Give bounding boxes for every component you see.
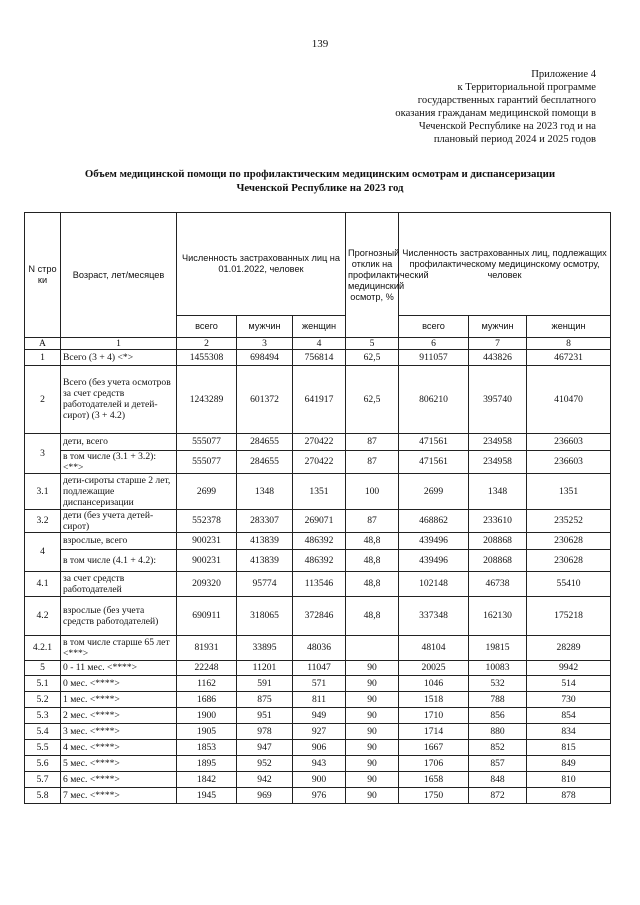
row-label: 0 мес. <****> (61, 676, 177, 692)
column-number: 1 (61, 338, 177, 350)
header-insured-persons: Численность застрахованных лиц на 01.01.2022, человек (177, 213, 346, 316)
table-row (25, 450, 611, 473)
title-line: Объем медицинской помощи по профилактическим медицинским осмотрам и диспансеризации (84, 168, 556, 180)
cell-value (346, 635, 399, 660)
row-label: за счет средств работодателей (61, 571, 177, 596)
cell-value: 175218 (527, 596, 611, 635)
table-row (25, 473, 611, 509)
row-number: 3.1 (25, 473, 61, 509)
column-number: 3 (237, 338, 293, 350)
cell-value: 48104 (399, 635, 469, 660)
cell-value: 90 (346, 660, 399, 676)
cell-value: 284655 (237, 450, 293, 473)
cell-value: 269071 (293, 509, 346, 532)
cell-value: 20025 (399, 660, 469, 676)
table-body (25, 350, 611, 804)
cell-value: 90 (346, 740, 399, 756)
table-row (25, 676, 611, 692)
header-insured-men: мужчин (237, 316, 293, 338)
column-number: 8 (527, 338, 611, 350)
cell-value: 208868 (469, 532, 527, 549)
cell-value: 848 (469, 772, 527, 788)
row-number: 2 (25, 365, 61, 433)
row-label: 2 мес. <****> (61, 708, 177, 724)
title-line: Чеченской Республике на 2023 год (236, 181, 404, 194)
cell-value: 849 (527, 756, 611, 772)
cell-value: 943 (293, 756, 346, 772)
cell-value: 976 (293, 788, 346, 804)
cell-value: 19815 (469, 635, 527, 660)
cell-value: 236603 (527, 433, 611, 450)
cell-value: 486392 (293, 549, 346, 571)
cell-value: 236603 (527, 450, 611, 473)
cell-value: 234958 (469, 450, 527, 473)
cell-value: 9942 (527, 660, 611, 676)
header-covered-persons: Численность застрахованных лиц, подлежащих профилактическому медицинскому осмотру, человек (399, 213, 611, 316)
cell-value: 1853 (177, 740, 237, 756)
cell-value: 337348 (399, 596, 469, 635)
cell-value: 90 (346, 708, 399, 724)
column-number-row (25, 338, 611, 350)
cell-value: 87 (346, 509, 399, 532)
cell-value: 102148 (399, 571, 469, 596)
cell-value: 1348 (469, 473, 527, 509)
row-label: Всего (3 + 4) <*> (61, 350, 177, 366)
cell-value: 87 (346, 433, 399, 450)
row-number: 5.7 (25, 772, 61, 788)
cell-value: 1658 (399, 772, 469, 788)
row-label: в том числе (4.1 + 4.2): (61, 549, 177, 571)
table-row (25, 571, 611, 596)
table-row (25, 509, 611, 532)
cell-value: 95774 (237, 571, 293, 596)
row-number: 4.2.1 (25, 635, 61, 660)
cell-value: 947 (237, 740, 293, 756)
cell-value: 555077 (177, 433, 237, 450)
header-insured-women: женщин (293, 316, 346, 338)
appendix-line: Чеченской Республике на 2023 год и на (418, 120, 596, 132)
cell-value: 532 (469, 676, 527, 692)
column-number: А (25, 338, 61, 350)
row-number: 4 (25, 532, 61, 571)
cell-value: 875 (237, 692, 293, 708)
table-row (25, 433, 611, 450)
cell-value: 230628 (527, 549, 611, 571)
cell-value: 641917 (293, 365, 346, 433)
cell-value: 815 (527, 740, 611, 756)
cell-value: 1351 (293, 473, 346, 509)
cell-value: 48,8 (346, 571, 399, 596)
row-label: 7 мес. <****> (61, 788, 177, 804)
cell-value: 22248 (177, 660, 237, 676)
row-label: взрослые, всего (61, 532, 177, 549)
cell-value: 856 (469, 708, 527, 724)
cell-value: 62,5 (346, 365, 399, 433)
cell-value: 439496 (399, 532, 469, 549)
row-number: 5.4 (25, 724, 61, 740)
cell-value: 90 (346, 676, 399, 692)
volume-table (24, 212, 611, 804)
cell-value: 443826 (469, 350, 527, 366)
row-label: 6 мес. <****> (61, 772, 177, 788)
cell-value: 1900 (177, 708, 237, 724)
cell-value: 1842 (177, 772, 237, 788)
cell-value: 162130 (469, 596, 527, 635)
cell-value: 1945 (177, 788, 237, 804)
header-covered-women: женщин (527, 316, 611, 338)
cell-value: 471561 (399, 450, 469, 473)
cell-value: 1710 (399, 708, 469, 724)
cell-value: 952 (237, 756, 293, 772)
cell-value: 834 (527, 724, 611, 740)
cell-value: 11047 (293, 660, 346, 676)
cell-value: 1706 (399, 756, 469, 772)
cell-value: 90 (346, 788, 399, 804)
cell-value: 1518 (399, 692, 469, 708)
cell-value: 283307 (237, 509, 293, 532)
cell-value: 48036 (293, 635, 346, 660)
cell-value: 413839 (237, 532, 293, 549)
row-label: 4 мес. <****> (61, 740, 177, 756)
header-insured-total: всего (177, 316, 237, 338)
table-row (25, 365, 611, 433)
table-row (25, 788, 611, 804)
appendix-note (296, 69, 596, 146)
cell-value: 270422 (293, 433, 346, 450)
row-label: 5 мес. <****> (61, 756, 177, 772)
cell-value: 942 (237, 772, 293, 788)
header-age: Возраст, лет/месяцев (61, 213, 177, 338)
cell-value: 48,8 (346, 532, 399, 549)
table-row (25, 549, 611, 571)
row-number: 4.2 (25, 596, 61, 635)
cell-value: 230628 (527, 532, 611, 549)
appendix-line: к Территориальной программе (457, 81, 596, 93)
cell-value: 949 (293, 708, 346, 724)
header-forecast-response: Прогнозный отклик на профилактический медицинский осмотр, % (346, 213, 399, 338)
cell-value: 90 (346, 756, 399, 772)
row-label: дети, всего (61, 433, 177, 450)
cell-value: 900 (293, 772, 346, 788)
cell-value: 978 (237, 724, 293, 740)
table-row (25, 350, 611, 366)
cell-value: 486392 (293, 532, 346, 549)
table-row (25, 532, 611, 549)
row-label: в том числе старше 65 лет <***> (61, 635, 177, 660)
row-number: 5.8 (25, 788, 61, 804)
cell-value: 208868 (469, 549, 527, 571)
cell-value: 284655 (237, 433, 293, 450)
cell-value: 900231 (177, 549, 237, 571)
cell-value: 233610 (469, 509, 527, 532)
cell-value: 81931 (177, 635, 237, 660)
cell-value: 372846 (293, 596, 346, 635)
cell-value: 601372 (237, 365, 293, 433)
header-row-number: N стро ки (25, 213, 61, 338)
cell-value: 62,5 (346, 350, 399, 366)
cell-value: 872 (469, 788, 527, 804)
cell-value: 698494 (237, 350, 293, 366)
cell-value: 413839 (237, 549, 293, 571)
cell-value: 900231 (177, 532, 237, 549)
cell-value: 690911 (177, 596, 237, 635)
appendix-line: государственных гарантий бесплатного (417, 94, 596, 106)
cell-value: 439496 (399, 549, 469, 571)
appendix-line: Приложение 4 (531, 69, 596, 80)
cell-value: 234958 (469, 433, 527, 450)
cell-value: 1243289 (177, 365, 237, 433)
cell-value: 927 (293, 724, 346, 740)
cell-value: 113546 (293, 571, 346, 596)
cell-value: 467231 (527, 350, 611, 366)
row-label: Всего (без учета осмотров за счет средств работодателей и детей-сирот) (3 + 4.2) (61, 365, 177, 433)
table-row (25, 692, 611, 708)
cell-value: 911057 (399, 350, 469, 366)
row-number: 5.5 (25, 740, 61, 756)
cell-value: 48,8 (346, 549, 399, 571)
cell-value: 90 (346, 724, 399, 740)
cell-value: 1046 (399, 676, 469, 692)
cell-value: 1667 (399, 740, 469, 756)
cell-value: 90 (346, 692, 399, 708)
appendix-line: плановый период 2024 и 2025 годов (433, 133, 596, 145)
cell-value: 730 (527, 692, 611, 708)
row-label: в том числе (3.1 + 3.2): <**> (61, 450, 177, 473)
cell-value: 468862 (399, 509, 469, 532)
table-row (25, 772, 611, 788)
header-covered-men: мужчин (469, 316, 527, 338)
cell-value: 756814 (293, 350, 346, 366)
table-row (25, 756, 611, 772)
cell-value: 2699 (399, 473, 469, 509)
cell-value: 11201 (237, 660, 293, 676)
cell-value: 857 (469, 756, 527, 772)
column-number: 7 (469, 338, 527, 350)
row-label: 1 мес. <****> (61, 692, 177, 708)
cell-value: 1351 (527, 473, 611, 509)
cell-value: 28289 (527, 635, 611, 660)
row-number: 5.1 (25, 676, 61, 692)
cell-value: 880 (469, 724, 527, 740)
cell-value: 2699 (177, 473, 237, 509)
cell-value: 810 (527, 772, 611, 788)
cell-value: 571 (293, 676, 346, 692)
cell-value: 951 (237, 708, 293, 724)
cell-value: 270422 (293, 450, 346, 473)
cell-value: 1686 (177, 692, 237, 708)
row-label: взрослые (без учета средств работодателей) (61, 596, 177, 635)
table-row (25, 660, 611, 676)
cell-value: 1455308 (177, 350, 237, 366)
page-number: 139 (311, 38, 329, 50)
cell-value: 591 (237, 676, 293, 692)
column-number: 2 (177, 338, 237, 350)
table-row (25, 635, 611, 660)
appendix-line: оказания гражданам медицинской помощи в (395, 107, 596, 119)
row-number: 3.2 (25, 509, 61, 532)
cell-value: 90 (346, 772, 399, 788)
row-label: дети (без учета детей-сирот) (61, 509, 177, 532)
column-number: 6 (399, 338, 469, 350)
cell-value: 552378 (177, 509, 237, 532)
cell-value: 100 (346, 473, 399, 509)
cell-value: 33895 (237, 635, 293, 660)
cell-value: 788 (469, 692, 527, 708)
cell-value: 854 (527, 708, 611, 724)
row-number: 4.1 (25, 571, 61, 596)
cell-value: 410470 (527, 365, 611, 433)
cell-value: 87 (346, 450, 399, 473)
row-number: 5.6 (25, 756, 61, 772)
row-number: 3 (25, 433, 61, 473)
cell-value: 969 (237, 788, 293, 804)
column-number: 5 (346, 338, 399, 350)
row-number: 5.3 (25, 708, 61, 724)
cell-value: 806210 (399, 365, 469, 433)
cell-value: 811 (293, 692, 346, 708)
row-number: 5 (25, 660, 61, 676)
cell-value: 1905 (177, 724, 237, 740)
cell-value: 48,8 (346, 596, 399, 635)
table-row (25, 596, 611, 635)
cell-value: 1162 (177, 676, 237, 692)
row-label: 0 - 11 мес. <****> (61, 660, 177, 676)
row-number: 5.2 (25, 692, 61, 708)
table-row (25, 708, 611, 724)
document-title (28, 168, 612, 195)
row-label: 3 мес. <****> (61, 724, 177, 740)
cell-value: 906 (293, 740, 346, 756)
cell-value: 55410 (527, 571, 611, 596)
cell-value: 555077 (177, 450, 237, 473)
cell-value: 318065 (237, 596, 293, 635)
cell-value: 514 (527, 676, 611, 692)
table-row (25, 724, 611, 740)
row-number: 1 (25, 350, 61, 366)
cell-value: 46738 (469, 571, 527, 596)
cell-value: 395740 (469, 365, 527, 433)
header-covered-total: всего (399, 316, 469, 338)
row-label: дети-сироты старше 2 лет, подлежащие диспансеризации (61, 473, 177, 509)
cell-value: 209320 (177, 571, 237, 596)
cell-value: 471561 (399, 433, 469, 450)
cell-value: 852 (469, 740, 527, 756)
cell-value: 1348 (237, 473, 293, 509)
table-row (25, 740, 611, 756)
cell-value: 1750 (399, 788, 469, 804)
column-number: 4 (293, 338, 346, 350)
cell-value: 1895 (177, 756, 237, 772)
cell-value: 10083 (469, 660, 527, 676)
cell-value: 235252 (527, 509, 611, 532)
cell-value: 1714 (399, 724, 469, 740)
cell-value: 878 (527, 788, 611, 804)
